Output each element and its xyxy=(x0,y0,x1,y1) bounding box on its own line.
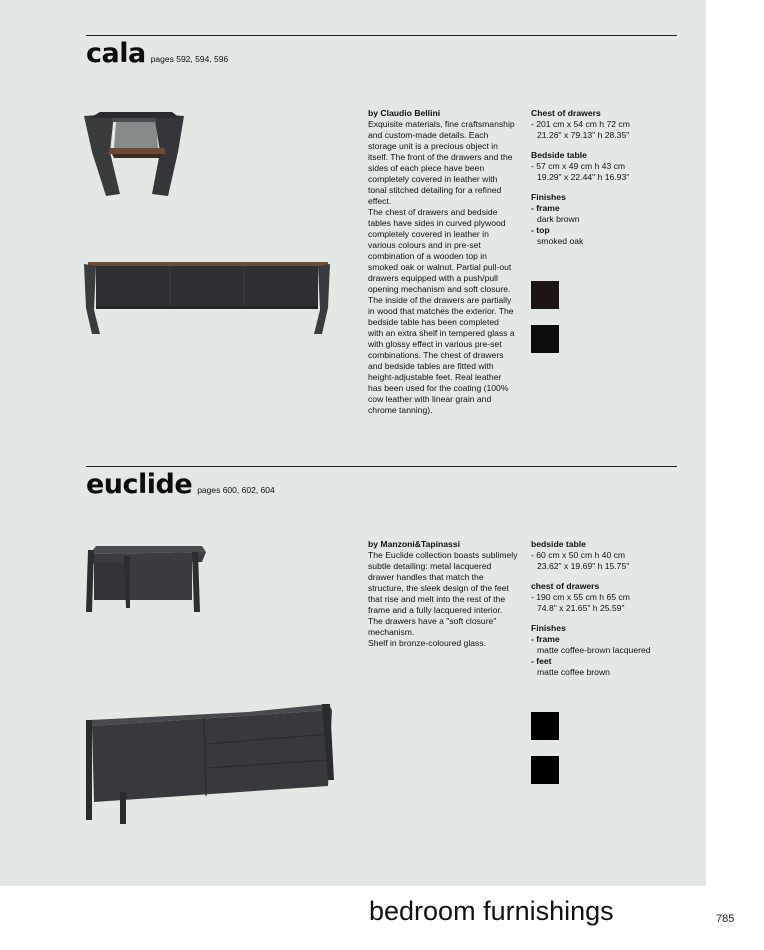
spec-dimensions-in: 74.8" x 21.65" h 25.59" xyxy=(537,603,625,613)
cala-description xyxy=(368,108,516,416)
page-references: pages 592, 594, 596 xyxy=(150,54,229,64)
section-divider xyxy=(86,466,677,467)
designer-name: by Claudio Bellini xyxy=(368,108,441,118)
section-divider xyxy=(86,35,677,36)
description-paragraph: Shelf in bronze-coloured glass. xyxy=(368,638,486,648)
spec-dimensions-cm: - 57 cm x 49 cm h 43 cm xyxy=(531,161,626,171)
description-paragraph: The Euclide collection boasts sublimely subtle detailing: metal lacquered drawer handles that match the structure, the sleek design of the feet that rise and melt into the rest of the frame and a fully lacquered interior. The drawers have a "soft closure" mechanism. xyxy=(368,550,518,637)
spec-title: chest of drawers xyxy=(531,581,600,591)
description-paragraph: The chest of drawers and bedside tables have sides in curved plywood completely covered in leather in various colours and in pre-set combination of a wooden top in smoked oak or walnut. Partial pull-out drawers equipped with a push/pull opening mechanism and soft closure. The inside of the drawers are partially in wood that matches the exterior. The bedside table has been completed with an extra shelf in tempered glass a with glossy effect in various pre-set combinations. The chest of drawers and bedside tables are fitted with height-adjustable feet. Real leather has been used for the coating (100% cow leather with linear grain and chrome tanning). xyxy=(368,207,515,415)
spec-dimensions-cm: - 60 cm x 50 cm h 40 cm xyxy=(531,550,626,560)
euclide-description xyxy=(368,539,518,649)
euclide-bedside-table-image xyxy=(82,542,212,614)
page-number: 785 xyxy=(716,913,735,925)
product-name: cala xyxy=(86,38,146,69)
finishes-title: Finishes xyxy=(531,192,566,202)
designer-name: by Manzoni&Tapinassi xyxy=(368,539,460,549)
spec-dimensions-in: 19.29" x 22.44" h 16.93" xyxy=(537,172,630,182)
product-name: euclide xyxy=(86,469,193,500)
finish-label: - top xyxy=(531,225,550,235)
footer-category-title: bedroom furnishings xyxy=(369,896,614,926)
spec-dimensions-cm: - 201 cm x 54 cm h 72 cm xyxy=(531,119,630,129)
finishes-title: Finishes xyxy=(531,623,566,633)
finish-value: matte coffee-brown lacquered xyxy=(537,645,651,655)
spec-title: Chest of drawers xyxy=(531,108,601,118)
finish-value: smoked oak xyxy=(537,236,584,246)
euclide-chest-of-drawers-image xyxy=(82,698,334,826)
finish-swatch-top xyxy=(531,325,559,353)
page-references: pages 600, 602, 604 xyxy=(197,485,275,495)
finish-value: matte coffee brown xyxy=(537,667,610,677)
euclide-specifications xyxy=(531,539,681,678)
spec-dimensions-in: 21.26" x 79.13" h 28.35" xyxy=(537,130,630,140)
spec-dimensions-in: 23.62" x 19.69" h 15.75" xyxy=(537,561,630,571)
section-title xyxy=(86,469,275,500)
spec-title: bedside table xyxy=(531,539,586,549)
spec-dimensions-cm: - 190 cm x 55 cm h 65 cm xyxy=(531,592,630,602)
finish-label: - frame xyxy=(531,203,560,213)
finish-swatch-feet xyxy=(531,756,559,784)
finish-label: - frame xyxy=(531,634,560,644)
finish-value: dark brown xyxy=(537,214,580,224)
finish-label: - feet xyxy=(531,656,552,666)
section-title xyxy=(86,38,228,69)
finish-swatch-frame xyxy=(531,281,559,309)
finish-swatch-frame xyxy=(531,712,559,740)
cala-specifications xyxy=(531,108,681,247)
description-paragraph: Exquisite materials, fine craftsmanship and custom-made details. Each storage unit is a precious object in itself. The front of the drawers and the sides of each piece have been completely covered in leather with tonal stitched detailing for a refined effect. xyxy=(368,119,515,206)
cala-chest-of-drawers-image xyxy=(82,260,332,336)
spec-title: Bedside table xyxy=(531,150,587,160)
cala-bedside-table-image xyxy=(80,108,190,198)
